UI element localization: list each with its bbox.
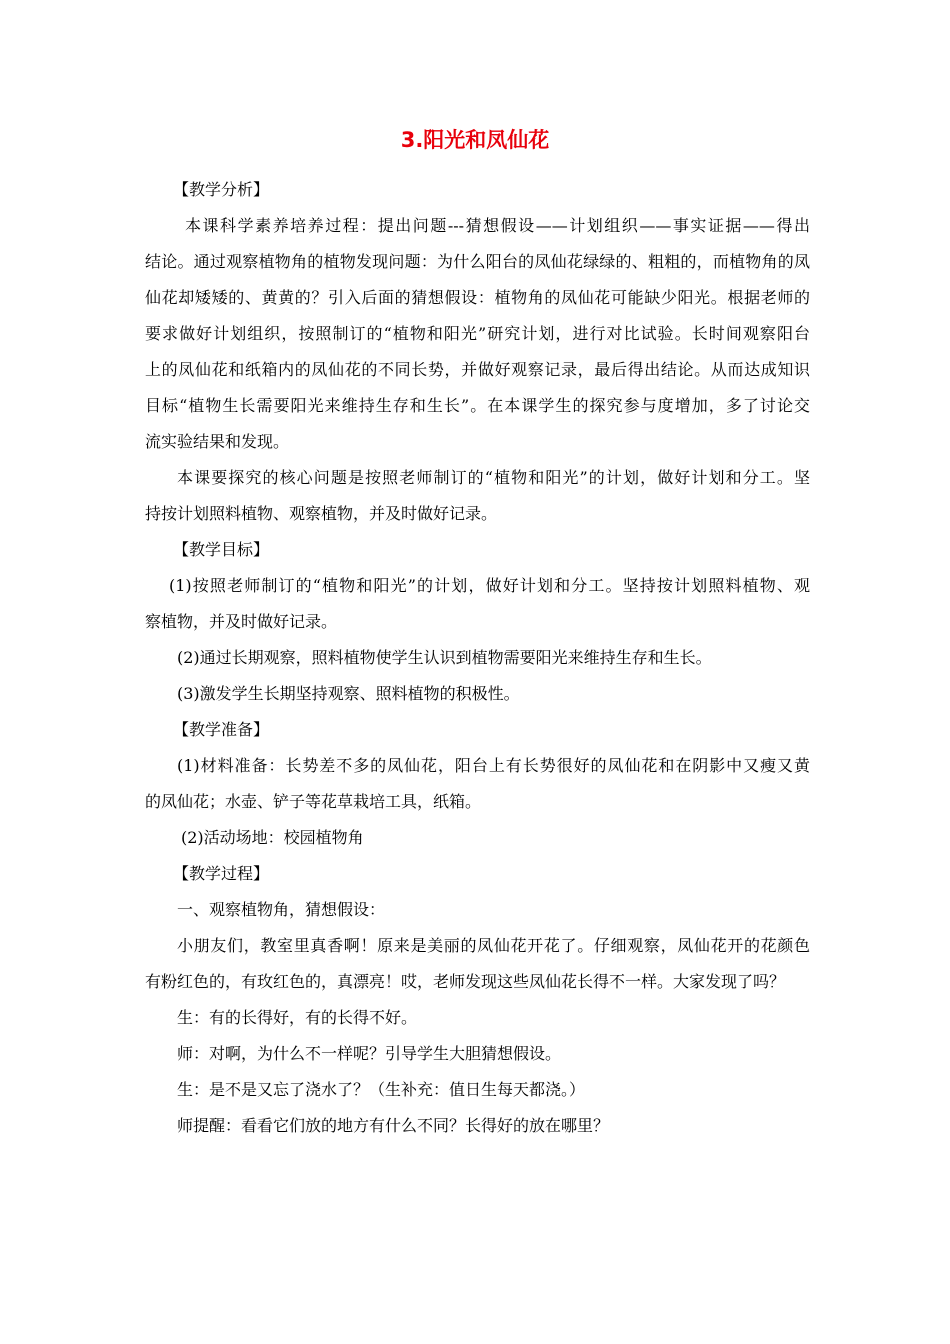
goal-1 xyxy=(145,568,810,640)
dialog-line: 生：有的长得好，有的长得不好。 xyxy=(177,1008,418,1027)
text-line: (1)按照老师制订的“植物和阳光”的计划，做好计划和分工。坚持按计划照料植物、观 xyxy=(169,576,810,595)
analysis-heading: 【教学分析】 xyxy=(173,180,270,199)
text-line: 本课要探究的核心问题是按照老师制订的“植物和阳光”的计划，做好计划和分工。坚 xyxy=(177,468,810,487)
page-title: 3.阳光和凤仙花 xyxy=(400,128,550,152)
analysis-paragraph-1 xyxy=(145,208,810,460)
text-line: 上的凤仙花和纸箱内的凤仙花的不同长势，并做好观察记录，最后得出结论。从而达成知识 xyxy=(145,360,810,379)
text-line: 察植物，并及时做好记录。 xyxy=(145,612,338,631)
prep-heading: 【教学准备】 xyxy=(173,720,270,739)
text-line: 仙花却矮矮的、黄黄的？引入后面的猜想假设：植物角的凤仙花可能缺少阳光。根据老师的 xyxy=(145,288,810,307)
goals-heading: 【教学目标】 xyxy=(173,540,270,559)
text-line: 结论。通过观察植物角的植物发现问题：为什么阳台的凤仙花绿绿的、粗粗的，而植物角的凤 xyxy=(145,252,810,271)
prep-2: (2)活动场地：校园植物角 xyxy=(181,828,364,847)
step-1-heading: 一、观察植物角，猜想假设： xyxy=(177,900,386,919)
goal-2: (2)通过长期观察，照料植物使学生认识到植物需要阳光来维持生存和生长。 xyxy=(177,648,712,667)
text-line: 目标“植物生长需要阳光来维持生存和生长”。在本课学生的探究参与度增加，多了讨论交 xyxy=(145,396,810,415)
text-line: 小朋友们，教室里真香啊！原来是美丽的凤仙花开花了。仔细观察，凤仙花开的花颜色 xyxy=(177,936,810,955)
text-line: 流实验结果和发现。 xyxy=(145,432,290,451)
dialog-line: 师：对啊，为什么不一样呢？引导学生大胆猜想假设。 xyxy=(177,1044,562,1063)
goal-3: (3)激发学生长期坚持观察、照料植物的积极性。 xyxy=(177,684,520,703)
process-heading: 【教学过程】 xyxy=(173,864,270,883)
dialog-line: 师提醒：看看它们放的地方有什么不同？长得好的放在哪里？ xyxy=(177,1116,610,1135)
text-line: 的凤仙花；水壶、铲子等花草栽培工具，纸箱。 xyxy=(145,792,482,811)
text-line: 本课科学素养培养过程：提出问题---猜想假设——计划组织——事实证据——得出 xyxy=(185,216,810,235)
text-line: (1)材料准备：长势差不多的凤仙花，阳台上有长势很好的凤仙花和在阴影中又瘦又黄 xyxy=(177,756,810,775)
analysis-paragraph-2 xyxy=(145,460,810,532)
text-line: 持按计划照料植物、观察植物，并及时做好记录。 xyxy=(145,504,498,523)
document-body xyxy=(145,172,810,1144)
story-paragraph xyxy=(145,928,810,1000)
text-line: 有粉红色的，有玫红色的，真漂亮！哎，老师发现这些凤仙花长得不一样。大家发现了吗？ xyxy=(145,972,786,991)
prep-1 xyxy=(145,748,810,820)
dialog-line: 生：是不是又忘了浇水了？（生补充：值日生每天都浇。） xyxy=(177,1080,586,1099)
text-line: 要求做好计划组织，按照制订的“植物和阳光”研究计划，进行对比试验。长时间观察阳台 xyxy=(145,324,810,343)
